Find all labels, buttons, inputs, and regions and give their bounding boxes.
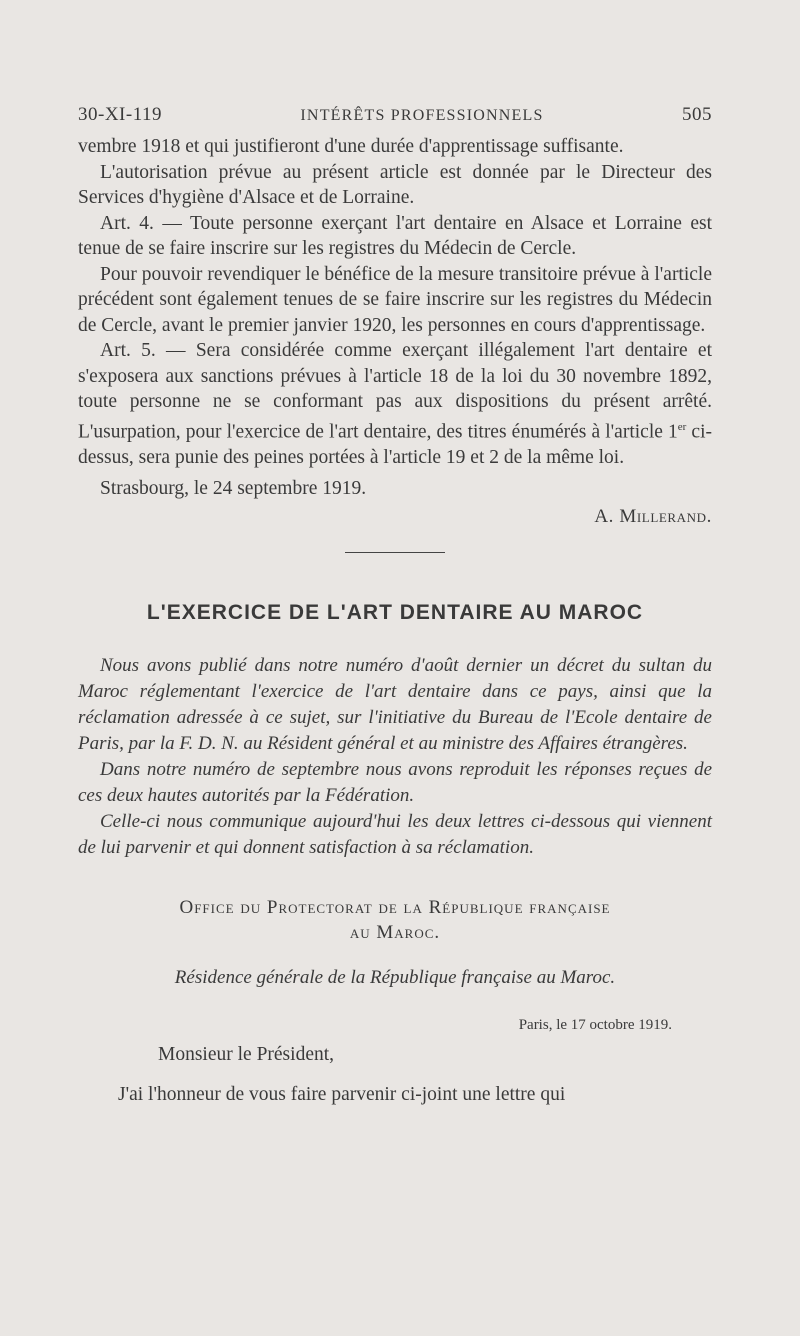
intro-paragraph: Dans notre numéro de septembre nous avons reproduit les réponses reçues de ces deux hautes autorités par la Fédération. (78, 758, 712, 806)
place-date: Strasbourg, le 24 septembre 1919. (100, 478, 367, 499)
intro-paragraph: Celle-ci nous communique aujourd'hui les deux lettres ci-dessous qui viennent de lui parvenir et qui donnent satisfaction à sa réclamation. (78, 810, 712, 858)
paragraph-text: ci-dessus, sera punie des peines portées à l'article 19 et 2 de la même loi. (78, 421, 712, 468)
paragraph: Pour pouvoir revendiquer le bénéfice de la mesure transitoire prévue à l'article précédent sont également tenues de se faire inscrire sur les registres du Médecin de Cercle, avant le premier janvier 1920, les personnes en cours d'apprentissage. (78, 263, 712, 336)
paragraph-art-5 (78, 338, 712, 470)
section-title: L'EXERCICE DE L'ART DENTAIRE AU MAROC (146, 600, 644, 624)
paragraph: vembre 1918 et qui justifieront d'une durée d'apprentissage suffisante. (78, 136, 624, 157)
residence-heading: Résidence générale de la République française au Maroc. (174, 966, 616, 988)
letter-dateline: Paris, le 17 octobre 1919. (518, 1016, 672, 1033)
header-title: INTÉRÊTS PROFESSIONNELS (300, 107, 544, 124)
running-header (78, 104, 712, 126)
header-date: 30-XI-119 (78, 104, 162, 125)
letter-body: J'ai l'honneur de vous faire parvenir ci-joint une lettre qui (118, 1083, 566, 1105)
paragraph-text: Art. 5. — Sera considérée comme exerçant illégalement l'art dentaire et s'exposera aux sanctions prévues à l'article 18 de la loi du 30 novembre 1892, toute personne ne se conformant pas aux dispositions du présent arrêté. L'usurpation, pour l'exercice de l'art dentaire, des titres énumérés à l'article 1 (78, 340, 712, 442)
office-line: au Maroc. (349, 921, 441, 943)
divider (345, 552, 445, 553)
letter-salutation: Monsieur le Président, (158, 1043, 335, 1065)
paragraph: L'autorisation prévue au présent article est donnée par le Directeur des Services d'hygiène d'Alsace et de Lorraine. (78, 161, 712, 208)
page-number: 505 (682, 104, 712, 125)
office-line: Office du Protectorat de la République française (179, 896, 611, 918)
intro-text (78, 653, 712, 861)
signature: A. Millerand. (594, 505, 712, 527)
intro-paragraph: Nous avons publié dans notre numéro d'août dernier un décret du sultan du Maroc réglementant l'exercice de l'art dentaire dans ce pays, ainsi que la réclamation adressée à ce sujet, sur l'initiative du Bureau de l'Ecole dentaire de Paris, par la F. D. N. au Résident général et au ministre des Affaires étrangères. (78, 654, 712, 754)
paragraph-art-4: Art. 4. — Toute personne exerçant l'art dentaire en Alsace et Lorraine est tenue de se faire inscrire sur les registres du Médecin de Cercle. (78, 212, 712, 259)
document-page (78, 104, 712, 1107)
superscript: er (677, 420, 687, 433)
office-heading (78, 895, 712, 945)
